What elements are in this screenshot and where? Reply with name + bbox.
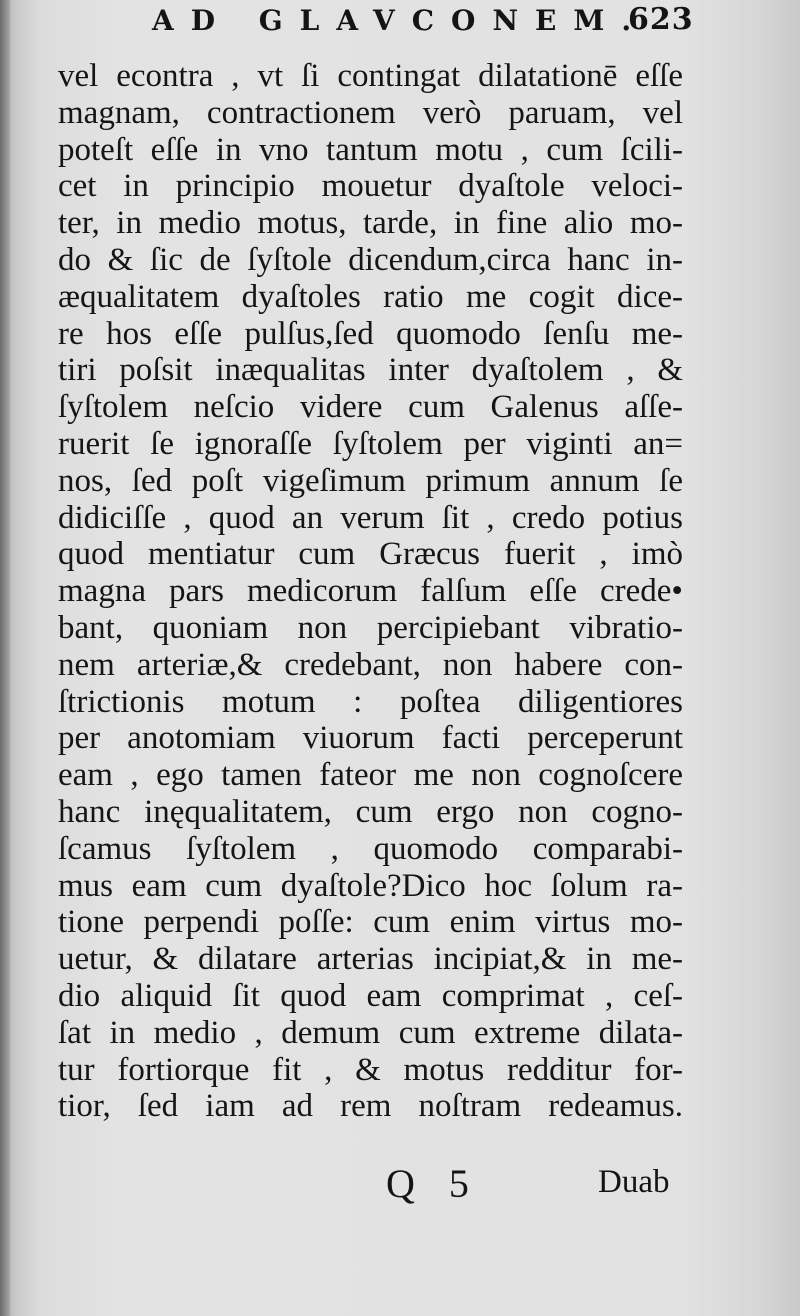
catchword: Duab (598, 1164, 670, 1200)
text-line: ſcamus ſyſtolem , quomodo comparabi- (58, 830, 683, 867)
text-line: dio aliquid ſit quod eam comprimat , ceſ- (58, 977, 683, 1014)
text-line: ter, in medio motus, tarde, in fine alio mo- (58, 205, 683, 242)
text-line: eam , ego tamen fateor me non cognoſcere (58, 757, 683, 794)
text-line: nos, ſed poſt vigeſimum primum annum ſe (58, 462, 683, 499)
text-line: magnam, contractionem verò paruam, vel (58, 94, 683, 131)
text-line: tiri poſsit inæqualitas inter dyaſtolem , & (58, 352, 683, 389)
text-line: ſyſtolem neſcio videre cum Galenus aſſe- (58, 389, 683, 426)
signature-mark: Q 5 (386, 1161, 481, 1206)
page-gutter (0, 0, 10, 1316)
text-line: do & ſic de ſyſtole dicendum,circa hanc in- (58, 241, 683, 278)
page-number: 623 (628, 2, 694, 37)
text-line: tior, ſed iam ad rem noſtram redeamus. (58, 1088, 683, 1125)
text-line: re hos eſſe pulſus,ſed quomodo ſenſu me- (58, 315, 683, 352)
page-footer (0, 1160, 800, 1210)
running-head-title: AD GLAVCONEM. (152, 4, 649, 37)
running-head (0, 0, 800, 50)
text-line: magna pars medicorum falſum eſſe crede• (58, 573, 683, 610)
text-line: nem arteriæ,& credebant, non habere con- (58, 646, 683, 683)
text-line: cet in principio mouetur dyaſtole veloci- (58, 168, 683, 205)
text-line: poteſt eſſe in vno tantum motu , cum ſcili- (58, 131, 683, 168)
text-line: mus eam cum dyaſtole?Dico hoc ſolum ra- (58, 867, 683, 904)
text-line: bant, quoniam non percipiebant vibratio- (58, 609, 683, 646)
text-line: vel econtra , vt ſi contingat dilatationē eſſe (58, 58, 683, 94)
text-line: quod mentiatur cum Græcus fuerit , imò (58, 536, 683, 573)
text-line: didiciſſe , quod an verum ſit , credo potius (58, 499, 683, 536)
text-line: tur fortiorque fit , & motus redditur for- (58, 1051, 683, 1088)
text-line: hanc inęqualitatem, cum ergo non cogno- (58, 793, 683, 830)
text-line: uetur, & dilatare arterias incipiat,& in me- (58, 941, 683, 978)
text-line: per anotomiam viuorum facti perceperunt (58, 720, 683, 757)
text-line: æqualitatem dyaſtoles ratio me cogit dice- (58, 278, 683, 315)
body-text (58, 58, 683, 1125)
text-line: ſtrictionis motum : poſtea diligentiores (58, 683, 683, 720)
text-line: ſat in medio , demum cum extreme dilata- (58, 1014, 683, 1051)
text-line: tione perpendi poſſe: cum enim virtus mo- (58, 904, 683, 941)
text-line: ruerit ſe ignoraſſe ſyſtolem per viginti an= (58, 425, 683, 462)
